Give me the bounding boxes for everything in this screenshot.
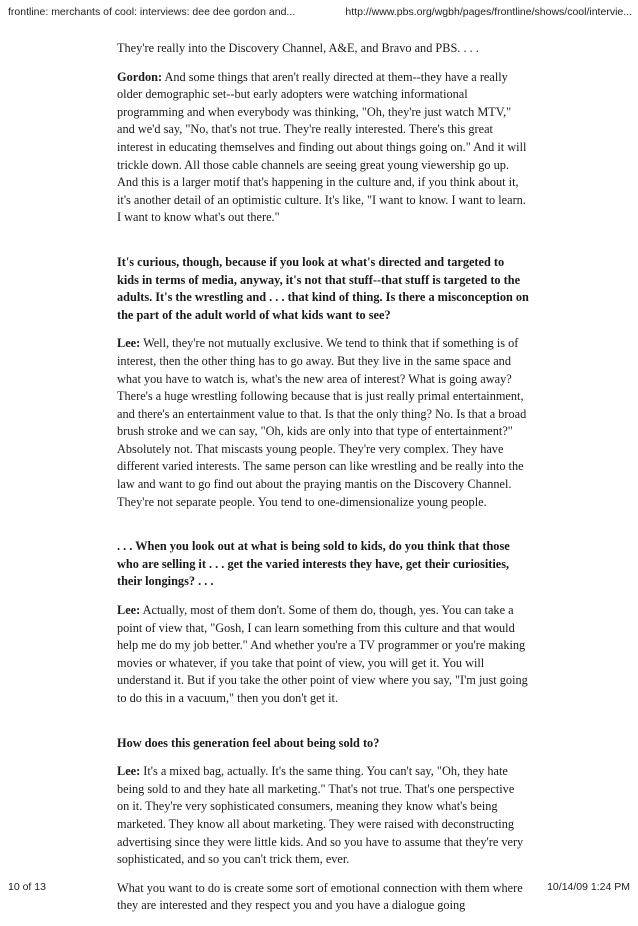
paragraph-text: Actually, most of them don't. Some of them do, though, yes. You can take a point of view that, "Gosh, I can learn something from this culture and that would help me do my job better." And whether you're a TV programmer or you're making movies or whatever, if you take that point of view, you will get it. You will understand it. But if you take the other point of view where you say, "I'm just going to do this in a vacuum," then you don't get it. <box>117 603 528 705</box>
interview-body <box>117 40 529 926</box>
paragraph-text: And some things that aren't really directed at them--they have a really older demographic set--but early adopters were watching informational programming and when everybody was thinking, "Oh, they're just watch MTV," and we'd say, "No, that's not true. They're really interested. There's this great interest in educating themselves and finding out about things going on." And it will trickle down. All those cable channels are seeing great young viewership go up. And this is a larger motif that's happening in the culture and, if you think about it, it's another detail of an optimistic culture. It's like, "I want to know. I want to learn. I want to know what's out there." <box>117 69 527 225</box>
page-number: 10 of 13 <box>8 881 46 893</box>
answer-paragraph <box>117 763 529 869</box>
print-timestamp: 10/14/09 1:24 PM <box>547 881 630 893</box>
paragraph-text: They're really into the Discovery Channel, A&E, and Bravo and PBS. . . . <box>117 41 479 55</box>
page-header-url: http://www.pbs.org/wgbh/pages/frontline/shows/cool/intervie... <box>345 6 632 18</box>
speaker-label: Lee: <box>117 764 141 779</box>
answer-paragraph <box>117 335 529 511</box>
speaker-label: Gordon: <box>117 69 163 84</box>
answer-paragraph <box>117 40 529 58</box>
answer-paragraph <box>117 880 529 915</box>
speaker-label: Lee: <box>117 336 141 351</box>
answer-paragraph <box>117 602 529 708</box>
paragraph-text: Well, they're not mutually exclusive. We tend to think that if something is of interest, then the other thing has to go away. But they live in the same space and what you have to watch is, what's the new area of interest? What is going away? There's a huge wrestling following because that is just really primal entertainment, and there's an entertainment value to that. Is that the only thing? No. Is that a broad brush stroke and we can say, "Oh, kids are only into that type of entertainment?" Absolutely not. That miscasts young people. They're very complex. They have different varied interests. The same person can like wrestling and be really into the law and want to go find out about the praying mantis on the Discovery Channel. They're not separate people. You tend to one-dimensionalize young people. <box>117 336 527 509</box>
page-header-title: frontline: merchants of cool: interviews: dee dee gordon and... <box>8 6 296 18</box>
question-paragraph: . . . When you look out at what is being sold to kids, do you think that those who are selling it . . . get the varied interests they have, get their curiosities, their longings? . . . <box>117 539 510 589</box>
speaker-label: Lee: <box>117 603 141 618</box>
question-paragraph: How does this generation feel about being sold to? <box>117 735 380 750</box>
answer-paragraph <box>117 69 529 227</box>
paragraph-text: It's a mixed bag, actually. It's the same thing. You can't say, "Oh, they hate being sold to and they hate all marketing." That's not true. That's one perspective on it. They're very sophisticated consumers, meaning they know what's being marketed. They know all about marketing. They were raised with deconstructing advertising since they were little kids. And so you have to assume that they're very sophisticated, and so you can't trick them, ever. <box>117 764 524 867</box>
question-paragraph: It's curious, though, because if you look at what's directed and targeted to kids in terms of media, anyway, it's not that stuff--that stuff is targeted to the adults. It's the wrestling and . . . that kind of thing. Is there a misconception on the part of the adult world of what kids want to see? <box>117 254 529 322</box>
paragraph-text: What you want to do is create some sort of emotional connection with them where they are interested and they respect you and you have a dialogue going <box>117 880 523 913</box>
